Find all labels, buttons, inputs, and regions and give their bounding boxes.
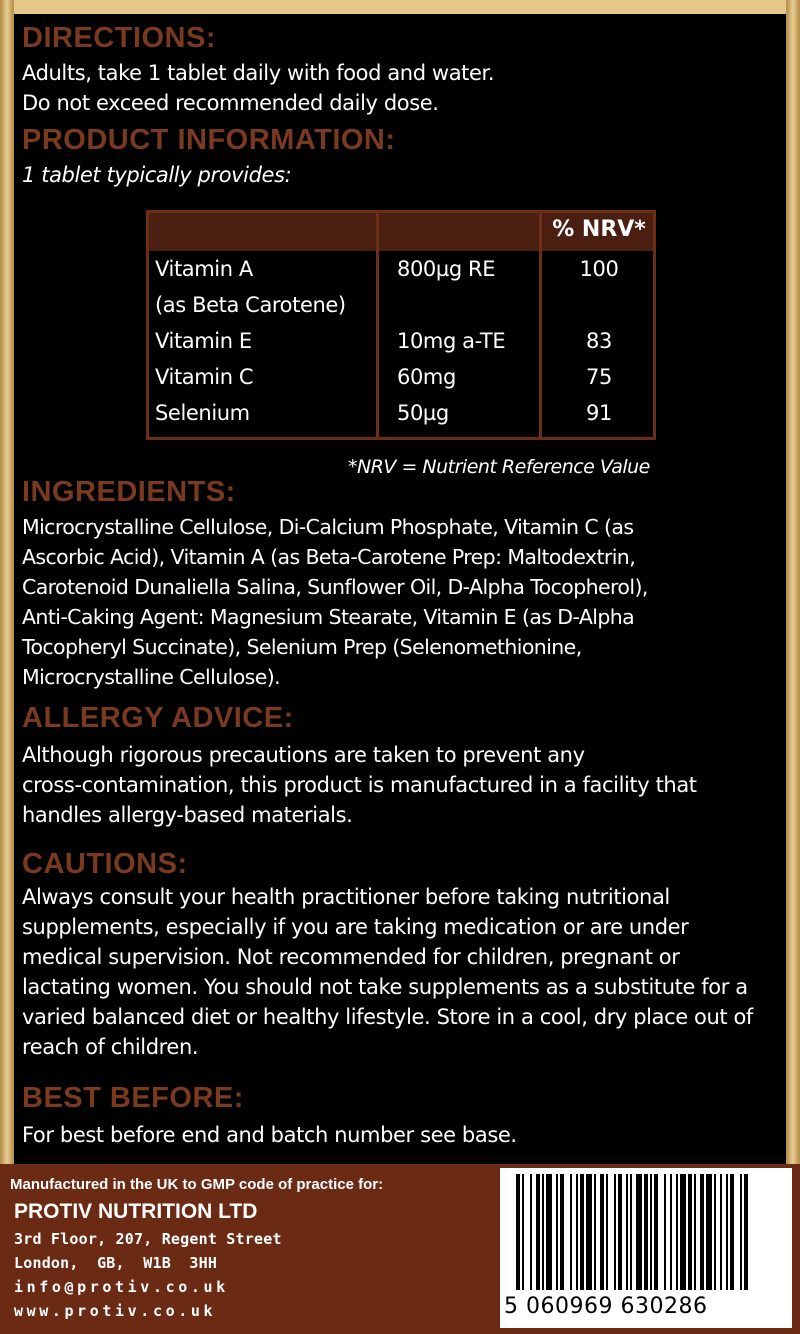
nutrition-table xyxy=(146,210,656,440)
barcode-bar xyxy=(650,1174,652,1290)
row-nrv: 75 xyxy=(586,365,612,389)
ingredients-line: Tocopheryl Succinate), Selenium Prep (Selenomethionine, xyxy=(22,635,582,659)
barcode-bar xyxy=(618,1174,622,1290)
row-amount: 10mg a-TE xyxy=(397,329,506,353)
ingredients-heading: INGREDIENTS: xyxy=(22,476,236,508)
cautions-heading: CAUTIONS: xyxy=(22,848,188,880)
ingredients-line: Carotenoid Dunaliella Salina, Sunflower Oil, D-Alpha Tocopherol), xyxy=(22,575,648,599)
barcode-bar xyxy=(536,1174,540,1290)
row-amount: 50µg xyxy=(397,401,449,425)
barcode xyxy=(500,1168,792,1328)
product-info-heading: PRODUCT INFORMATION: xyxy=(22,124,396,156)
allergy-line: cross-contamination, this product is manufactured in a facility that xyxy=(22,773,697,797)
nrv-footnote: *NRV = Nutrient Reference Value xyxy=(348,456,650,478)
ingredients-line: Ascorbic Acid), Vitamin A (as Beta-Carotene Prep: Maltodextrin, xyxy=(22,545,636,569)
barcode-bar xyxy=(530,1174,532,1290)
barcode-bars xyxy=(500,1168,792,1294)
barcode-bar xyxy=(606,1174,608,1290)
allergy-heading: ALLERGY ADVICE: xyxy=(22,702,294,734)
address-line-1: 3rd Floor, 207, Regent Street xyxy=(14,1230,282,1248)
barcode-bar xyxy=(556,1174,558,1290)
row-name-detail: (as Beta Carotene) xyxy=(155,293,346,317)
cautions-line: lactating women. You should not take supplements as a substitute for a xyxy=(22,975,748,999)
row-nrv: 83 xyxy=(586,329,612,353)
allergy-line: handles allergy-based materials. xyxy=(22,803,353,827)
barcode-bar xyxy=(546,1174,552,1290)
ingredients-line: Microcrystalline Cellulose). xyxy=(22,665,281,689)
gold-border-left xyxy=(0,0,14,1334)
barcode-bar xyxy=(664,1174,666,1290)
website-link[interactable]: www.protiv.co.uk xyxy=(14,1302,217,1320)
address-line-2: London, GB, W1B 3HH xyxy=(14,1254,218,1272)
allergy-line: Although rigorous precautions are taken to prevent any xyxy=(22,743,585,767)
barcode-bar xyxy=(542,1174,544,1290)
ingredients-line: Microcrystalline Cellulose, Di-Calcium Phosphate, Vitamin C (as xyxy=(22,515,634,539)
manufactured-note: Manufactured in the UK to GMP code of practice for: xyxy=(10,1176,384,1193)
row-name: Selenium xyxy=(155,401,250,425)
barcode-bar xyxy=(570,1174,572,1290)
company-name: PROTIV NUTRITION LTD xyxy=(14,1200,258,1223)
barcode-bar xyxy=(636,1174,642,1290)
table-divider xyxy=(376,213,379,437)
product-info-subheading: 1 tablet typically provides: xyxy=(22,163,292,187)
cautions-line: Always consult your health practitioner before taking nutritional xyxy=(22,885,670,909)
row-nrv: 100 xyxy=(579,257,619,281)
row-nrv: 91 xyxy=(586,401,612,425)
barcode-bar xyxy=(744,1174,748,1290)
barcode-bar xyxy=(706,1174,712,1290)
barcode-bar xyxy=(726,1174,728,1290)
best-before-text: For best before end and batch number see base. xyxy=(22,1123,517,1147)
barcode-bar xyxy=(730,1174,734,1290)
cautions-line: varied balanced diet or healthy lifestyle. Store in a cool, dry place out of xyxy=(22,1005,753,1029)
barcode-bar xyxy=(516,1174,520,1290)
barcode-bar xyxy=(700,1174,704,1290)
barcode-bar xyxy=(740,1174,742,1290)
barcode-bar xyxy=(676,1174,678,1290)
row-name: Vitamin E xyxy=(155,329,252,353)
table-divider xyxy=(539,213,542,437)
label-panel xyxy=(14,14,786,1164)
gold-border-right xyxy=(786,0,800,1334)
barcode-bar xyxy=(714,1174,716,1290)
email-link[interactable]: info@protiv.co.uk xyxy=(14,1278,229,1296)
barcode-bar xyxy=(720,1174,722,1290)
barcode-bar xyxy=(654,1174,658,1290)
nrv-column-header: % NRV* xyxy=(552,217,646,242)
barcode-bar xyxy=(680,1174,686,1290)
barcode-bar xyxy=(688,1174,692,1290)
cautions-line: supplements, especially if you are taking medication or are under xyxy=(22,915,689,939)
row-name: Vitamin C xyxy=(155,365,254,389)
row-amount: 60mg xyxy=(397,365,456,389)
barcode-bar xyxy=(576,1174,578,1290)
barcode-bar xyxy=(586,1174,592,1290)
barcode-bar xyxy=(580,1174,584,1290)
barcode-bar xyxy=(614,1174,616,1290)
barcode-bar xyxy=(694,1174,696,1290)
barcode-bar xyxy=(626,1174,628,1290)
barcode-bar xyxy=(630,1174,632,1290)
barcode-number: 5 060969 630286 xyxy=(504,1294,708,1319)
barcode-bar xyxy=(600,1174,604,1290)
directions-heading: DIRECTIONS: xyxy=(22,22,216,54)
row-name: Vitamin A xyxy=(155,257,253,281)
directions-line-1: Adults, take 1 tablet daily with food and water. xyxy=(22,61,495,85)
barcode-bar xyxy=(560,1174,564,1290)
barcode-bar xyxy=(644,1174,648,1290)
barcode-bar xyxy=(594,1174,596,1290)
cautions-line: medical supervision. Not recommended for children, pregnant or xyxy=(22,945,680,969)
best-before-heading: BEST BEFORE: xyxy=(22,1082,244,1114)
barcode-bar xyxy=(670,1174,672,1290)
row-amount: 800µg RE xyxy=(397,257,496,281)
barcode-bar xyxy=(522,1174,524,1290)
ingredients-line: Anti-Caking Agent: Magnesium Stearate, Vitamin E (as D-Alpha xyxy=(22,605,635,629)
cautions-line: reach of children. xyxy=(22,1035,199,1059)
directions-line-2: Do not exceed recommended daily dose. xyxy=(22,91,439,115)
